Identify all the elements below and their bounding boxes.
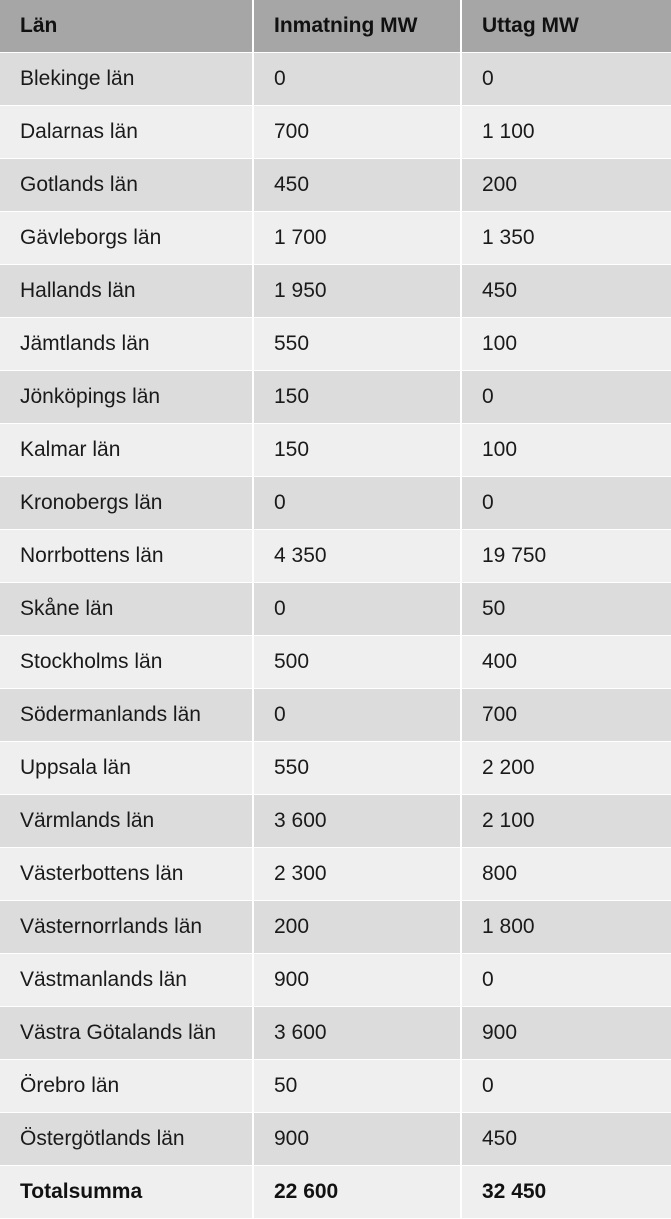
total-row: [0, 1166, 671, 1219]
inmatning-cell: 150: [253, 371, 461, 424]
table-row: [0, 742, 671, 795]
table-row: [0, 159, 671, 212]
table-row: [0, 1060, 671, 1113]
table-row: [0, 583, 671, 636]
inmatning-cell: 3 600: [253, 1007, 461, 1060]
lan-cell: Kalmar län: [0, 424, 253, 477]
inmatning-cell: 2 300: [253, 848, 461, 901]
lan-cell: Jönköpings län: [0, 371, 253, 424]
inmatning-cell: 0: [253, 53, 461, 106]
lan-cell: Kronobergs län: [0, 477, 253, 530]
table-row: [0, 53, 671, 106]
table-header: [0, 0, 671, 53]
table-row: [0, 848, 671, 901]
uttag-cell: 100: [461, 424, 671, 477]
inmatning-cell: 150: [253, 424, 461, 477]
uttag-cell: 2 200: [461, 742, 671, 795]
uttag-cell: 50: [461, 583, 671, 636]
uttag-cell: 100: [461, 318, 671, 371]
lan-cell: Södermanlands län: [0, 689, 253, 742]
lan-cell: Västernorrlands län: [0, 901, 253, 954]
uttag-cell: 2 100: [461, 795, 671, 848]
table-row: [0, 265, 671, 318]
uttag-cell: 900: [461, 1007, 671, 1060]
lan-cell: Örebro län: [0, 1060, 253, 1113]
table-row: [0, 636, 671, 689]
lan-cell: Gotlands län: [0, 159, 253, 212]
lan-cell: Östergötlands län: [0, 1113, 253, 1166]
inmatning-cell: 450: [253, 159, 461, 212]
table-row: [0, 212, 671, 265]
uttag-cell: 700: [461, 689, 671, 742]
table-row: [0, 424, 671, 477]
inmatning-cell: 900: [253, 1113, 461, 1166]
lan-cell: Skåne län: [0, 583, 253, 636]
lan-cell: Stockholms län: [0, 636, 253, 689]
header-uttag: Uttag MW: [461, 0, 671, 53]
uttag-cell: 450: [461, 265, 671, 318]
uttag-cell: 200: [461, 159, 671, 212]
lan-cell: Västerbottens län: [0, 848, 253, 901]
uttag-cell: 19 750: [461, 530, 671, 583]
inmatning-cell: 1 950: [253, 265, 461, 318]
inmatning-cell: 0: [253, 689, 461, 742]
uttag-cell: 1 800: [461, 901, 671, 954]
inmatning-cell: 50: [253, 1060, 461, 1113]
uttag-cell: 450: [461, 1113, 671, 1166]
uttag-cell: 0: [461, 477, 671, 530]
table-row: [0, 1007, 671, 1060]
inmatning-cell: 550: [253, 742, 461, 795]
uttag-cell: 0: [461, 53, 671, 106]
total-uttag: 32 450: [461, 1166, 671, 1219]
table-row: [0, 371, 671, 424]
inmatning-cell: 0: [253, 583, 461, 636]
table-body: [0, 53, 671, 1219]
uttag-cell: 0: [461, 1060, 671, 1113]
inmatning-cell: 0: [253, 477, 461, 530]
inmatning-cell: 900: [253, 954, 461, 1007]
inmatning-cell: 3 600: [253, 795, 461, 848]
uttag-cell: 0: [461, 954, 671, 1007]
table-row: [0, 954, 671, 1007]
table-row: [0, 1113, 671, 1166]
inmatning-cell: 550: [253, 318, 461, 371]
table-row: [0, 689, 671, 742]
lan-cell: Gävleborgs län: [0, 212, 253, 265]
lan-cell: Västra Götalands län: [0, 1007, 253, 1060]
uttag-cell: 1 350: [461, 212, 671, 265]
table-row: [0, 901, 671, 954]
uttag-cell: 1 100: [461, 106, 671, 159]
header-row: [0, 0, 671, 53]
lan-cell: Värmlands län: [0, 795, 253, 848]
lan-cell: Dalarnas län: [0, 106, 253, 159]
inmatning-cell: 4 350: [253, 530, 461, 583]
table-row: [0, 318, 671, 371]
lan-cell: Blekinge län: [0, 53, 253, 106]
lan-cell: Västmanlands län: [0, 954, 253, 1007]
table-row: [0, 530, 671, 583]
uttag-cell: 800: [461, 848, 671, 901]
lan-cell: Jämtlands län: [0, 318, 253, 371]
table-row: [0, 795, 671, 848]
header-inmatning: Inmatning MW: [253, 0, 461, 53]
table-row: [0, 106, 671, 159]
lan-cell: Norrbottens län: [0, 530, 253, 583]
inmatning-cell: 1 700: [253, 212, 461, 265]
inmatning-cell: 500: [253, 636, 461, 689]
header-lan: Län: [0, 0, 253, 53]
uttag-cell: 0: [461, 371, 671, 424]
lan-cell: Uppsala län: [0, 742, 253, 795]
total-label: Totalsumma: [0, 1166, 253, 1219]
uttag-cell: 400: [461, 636, 671, 689]
lan-cell: Hallands län: [0, 265, 253, 318]
total-inmatning: 22 600: [253, 1166, 461, 1219]
inmatning-cell: 200: [253, 901, 461, 954]
inmatning-cell: 700: [253, 106, 461, 159]
table-row: [0, 477, 671, 530]
